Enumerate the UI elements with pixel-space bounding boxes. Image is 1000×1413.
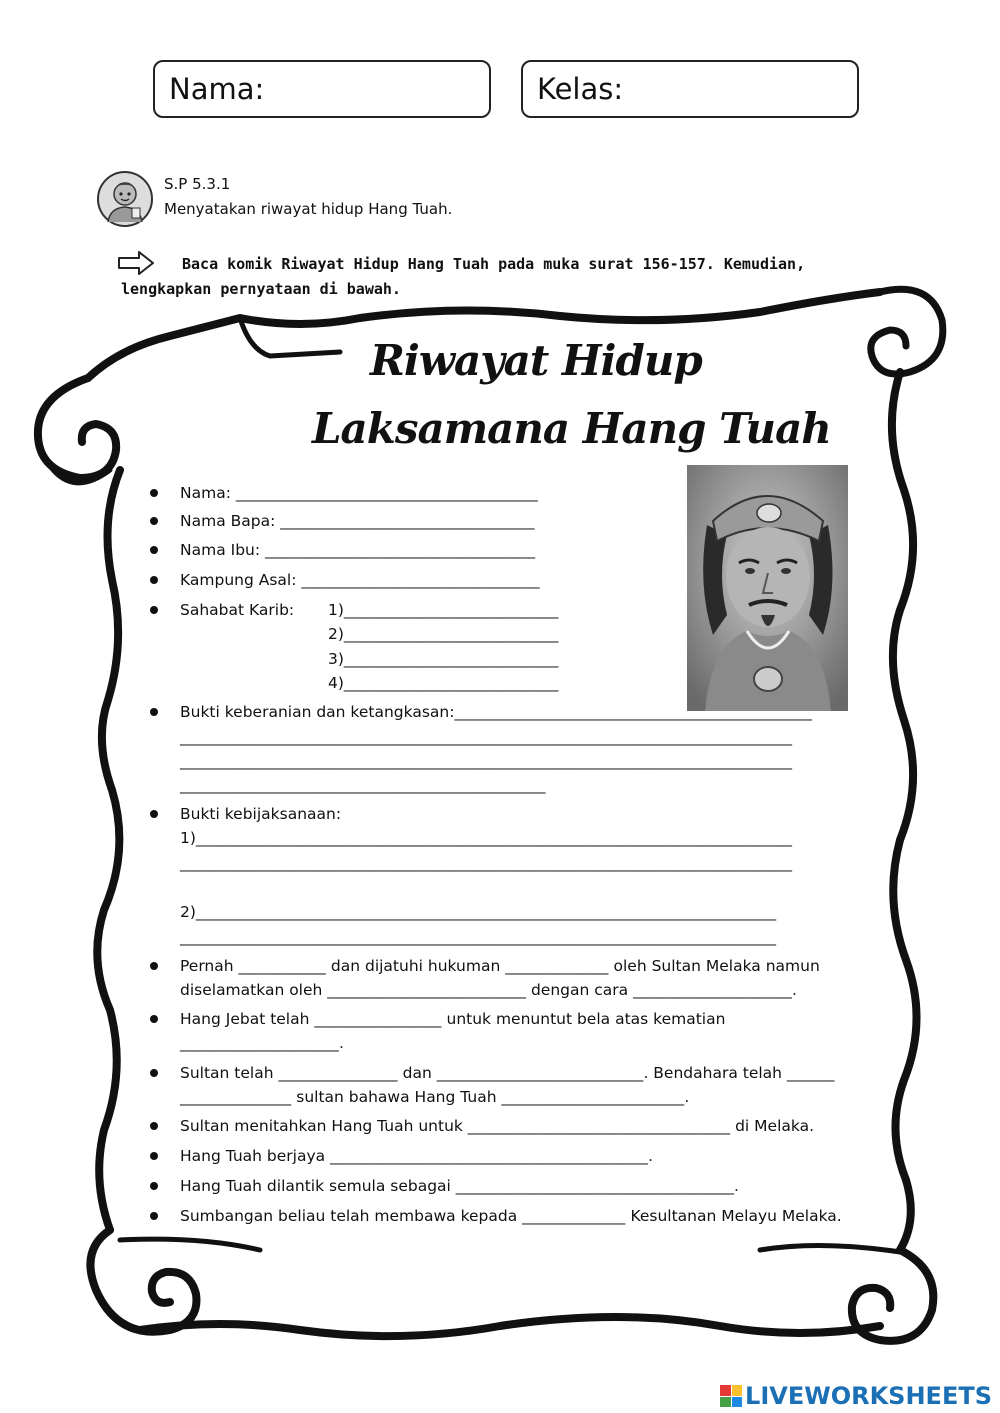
bullet <box>150 1152 158 1160</box>
bullet <box>150 576 158 584</box>
bullet <box>150 517 158 525</box>
field-kampung-asal[interactable]: Kampung Asal: ______________________________ <box>180 571 540 589</box>
bullet <box>150 1182 158 1190</box>
field-nama-ibu[interactable]: Nama Ibu: __________________________________ <box>180 541 536 559</box>
field-kebijaksanaan: Bukti kebijaksanaan: <box>180 805 342 823</box>
answer-line[interactable]: _____________________________________________________________________________ <box>180 728 793 746</box>
bullet <box>150 489 158 497</box>
field-sahabat-label: Sahabat Karib: <box>180 601 295 619</box>
field-keberanian[interactable]: Bukti keberanian dan ketangkasan:_____________________________________________ <box>180 703 813 721</box>
statement-3-line-2[interactable]: ______________ sultan bahawa Hang Tuah _______________________. <box>180 1088 690 1106</box>
answer-line[interactable]: _____________________________________________________________________________ <box>180 854 793 872</box>
statement-2-line-1[interactable]: Hang Jebat telah ________________ untuk menuntut bela atas kematian <box>180 1010 726 1028</box>
field-sahabat-3[interactable]: 3)___________________________ <box>328 650 559 668</box>
statement-7[interactable]: Sumbangan beliau telah membawa kepada _____________ Kesultanan Melayu Melaka. <box>180 1207 842 1225</box>
field-nama-bapa[interactable]: Nama Bapa: ________________________________ <box>180 512 535 530</box>
statement-5[interactable]: Hang Tuah berjaya ________________________________________. <box>180 1147 654 1165</box>
bullet <box>150 606 158 614</box>
liveworksheets-logo[interactable] <box>720 1383 992 1409</box>
portrait-image <box>687 465 848 711</box>
bullet <box>150 1122 158 1130</box>
logo-icon <box>720 1385 742 1407</box>
statement-1-line-1[interactable]: Pernah ___________ dan dijatuhi hukuman _____________ oleh Sultan Melaka namun <box>180 957 820 975</box>
kelas-label: Kelas: <box>537 72 624 106</box>
answer-line[interactable]: ____________________. <box>180 1034 345 1052</box>
statement-1-line-2[interactable]: diselamatkan oleh _________________________ dengan cara ____________________. <box>180 981 798 999</box>
answer-line[interactable]: ______________________________________________ <box>180 776 546 794</box>
answer-line[interactable]: _____________________________________________________________________________ <box>180 752 793 770</box>
nama-label: Nama: <box>169 72 265 106</box>
title-line-2: Laksamana Hang Tuah <box>312 404 831 453</box>
bullet <box>150 546 158 554</box>
statement-6[interactable]: Hang Tuah dilantik semula sebagai ___________________________________. <box>180 1177 740 1195</box>
bullet <box>150 1015 158 1023</box>
field-sahabat-4[interactable]: 4)___________________________ <box>328 674 559 692</box>
answer-line[interactable]: ___________________________________________________________________________ <box>180 928 777 946</box>
standard-description: Menyatakan riwayat hidup Hang Tuah. <box>164 200 453 218</box>
instruction-line-2: lengkapkan pernyataan di bawah. <box>121 280 401 298</box>
statement-4[interactable]: Sultan menitahkan Hang Tuah untuk _________________________________ di Melaka. <box>180 1117 814 1135</box>
field-nama[interactable]: Nama: ______________________________________ <box>180 484 538 502</box>
instruction-line-1: Baca komik Riwayat Hidup Hang Tuah pada muka surat 156-157. Kemudian, <box>182 255 806 273</box>
standard-code: S.P 5.3.1 <box>164 175 231 193</box>
statement-3-line-1[interactable]: Sultan telah _______________ dan __________________________. Bendahara telah ______ <box>180 1064 835 1082</box>
bullet <box>150 1069 158 1077</box>
title-line-1: Riwayat Hidup <box>370 336 702 385</box>
bullet <box>150 962 158 970</box>
field-kebijaksanaan-2[interactable]: 2)_________________________________________________________________________ <box>180 903 777 921</box>
bullet <box>150 708 158 716</box>
brand-name: LIVEWORKSHEETS <box>745 1382 992 1410</box>
field-sahabat-1[interactable]: 1)___________________________ <box>328 601 559 619</box>
field-sahabat-2[interactable]: 2)___________________________ <box>328 625 559 643</box>
bullet <box>150 810 158 818</box>
bullet <box>150 1212 158 1220</box>
field-kebijaksanaan-1[interactable]: 1)___________________________________________________________________________ <box>180 829 793 847</box>
